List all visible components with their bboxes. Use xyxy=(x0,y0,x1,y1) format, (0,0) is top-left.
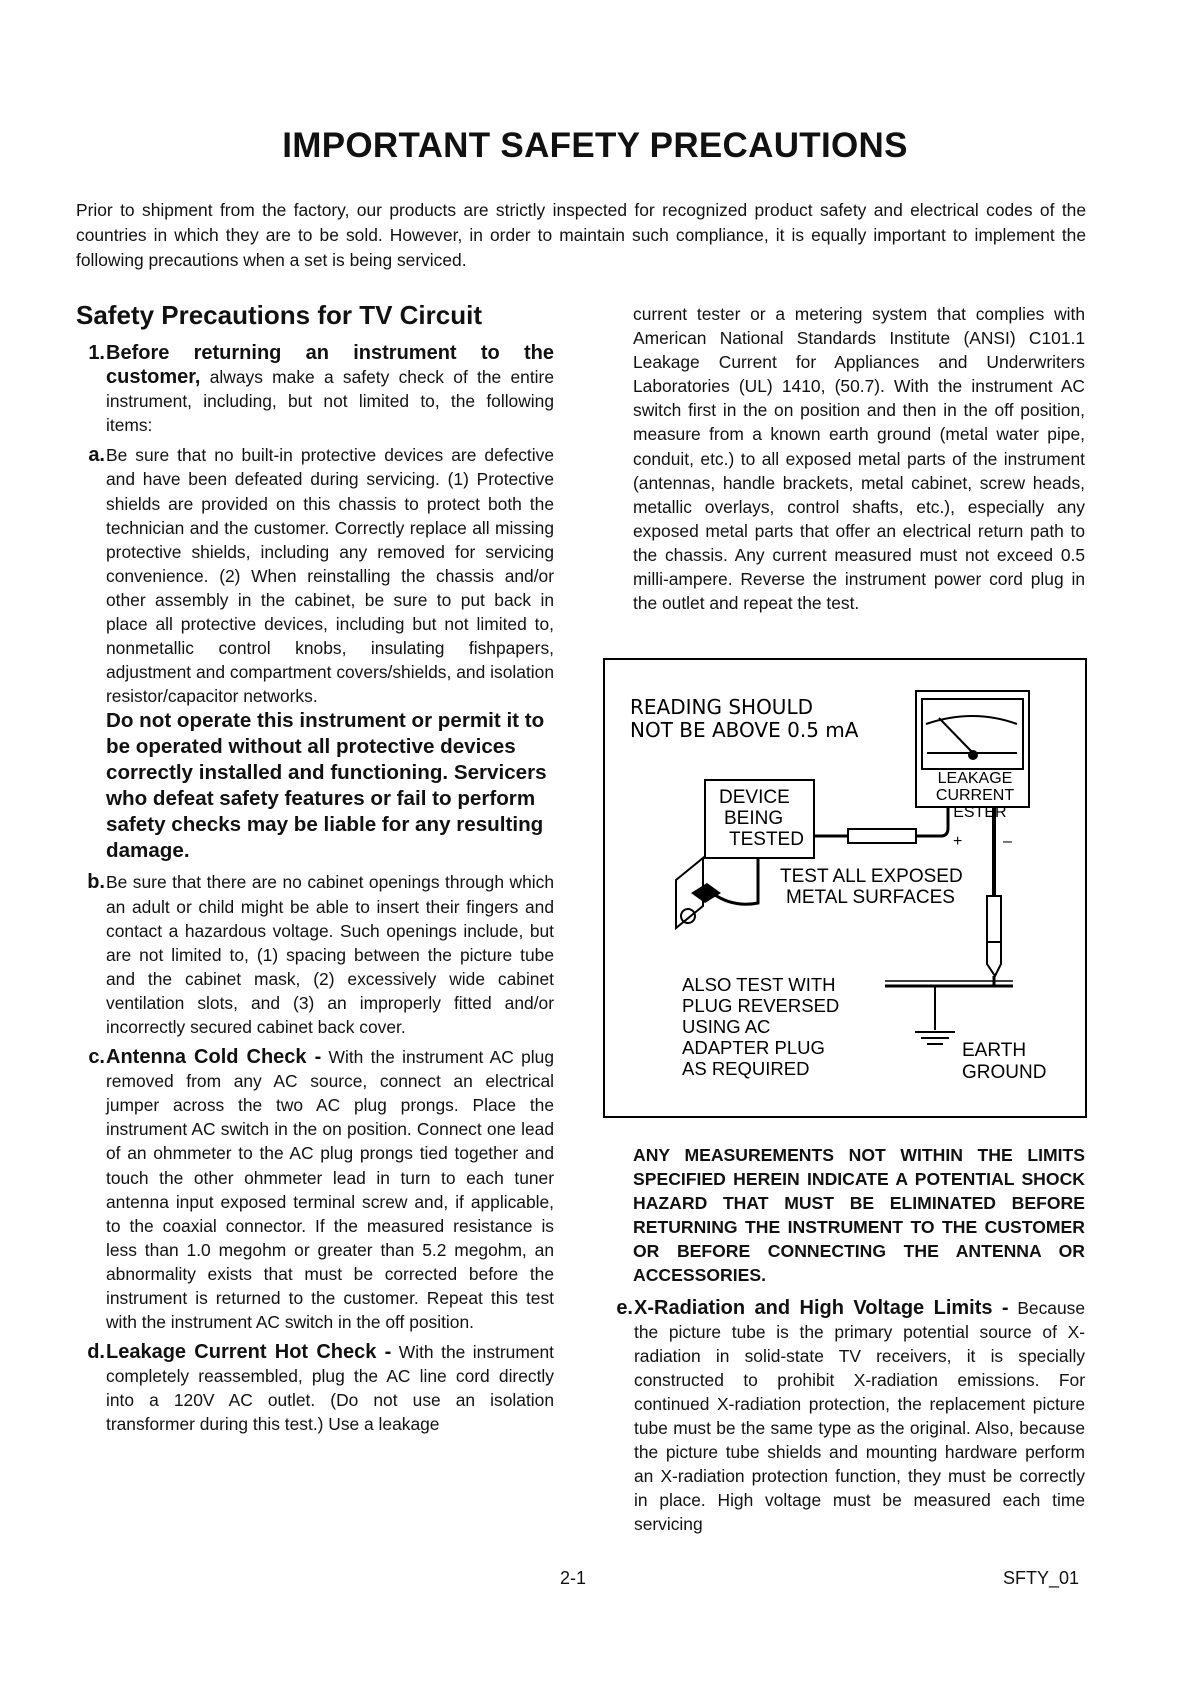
item-a xyxy=(76,443,554,864)
tester-line-3: TESTER xyxy=(943,804,1007,821)
intro-paragraph: Prior to shipment from the factory, our products are strictly inspected for recognized product safety and electrical codes of the countries in which they are to be sold. However, in order to maintain such compliance, it is equally important to implement the following precautions when a set is being serviced. xyxy=(76,200,1086,270)
resistor xyxy=(848,829,916,843)
item-a-label: a. xyxy=(88,444,105,467)
also-line-3: USING AC xyxy=(682,1016,771,1037)
item-a-body xyxy=(106,443,554,864)
test-line-2: METAL SURFACES xyxy=(786,887,955,908)
device-line-2: BEING xyxy=(724,808,784,829)
right-column-top xyxy=(633,302,1085,615)
item-d-label: d. xyxy=(87,1341,105,1364)
item-a-bold-warning: Do not operate this instrument or permit it to be operated without all protective devices correctly installed and functioning. Servicers who defeat safety features or fail to perform safety checks may be liable for any resulting damage. xyxy=(106,709,547,863)
page-number: 2-1 xyxy=(560,1568,587,1588)
earth-line-2: GROUND xyxy=(962,1062,1047,1083)
item-b-body: Be sure that there are no cabinet openings through which an adult or child might be able to insert their fingers and contact a hazardous voltage. Such openings include, but are not limited to, (1) spacing between the picture tube and the cabinet mask, (2) excessively wide cabinet ventilation slots, and (3) an improperly fitted and/or incorrectly secured cabinet back cover. xyxy=(106,872,554,1037)
item-e-body xyxy=(634,1296,1085,1537)
item-c-heading: Antenna Cold Check - xyxy=(106,1046,322,1069)
right-column-bottom xyxy=(616,1143,1085,1543)
device-line-3: TESTED xyxy=(729,829,804,850)
item-d-body xyxy=(106,1340,554,1436)
item-1-body xyxy=(106,341,554,437)
item-b-label: b. xyxy=(87,871,105,894)
item-a-text: Be sure that no built-in protective devices are defective and have been defeated during servicing. (1) Protective shields are provided on this chassis to protect both the technician and the customer. Correctly replace all missing protective shields, including any removed for servicing convenience. (2) When reinstalling the chassis and/or other assembly in the cabinet, be sure to put back in place all protective devices, including but not limited to, nonmetallic control knobs, insulating fishpapers, adjustment and compartment covers/shields, and isolation resistor/capacitor networks. xyxy=(106,445,554,707)
leakage-test-diagram xyxy=(603,658,1087,1118)
item-1-label: 1. xyxy=(88,342,105,364)
reading-line-2: NOT BE ABOVE 0.5 mA xyxy=(630,718,859,742)
also-line-5: AS REQUIRED xyxy=(682,1058,810,1079)
also-line-1: ALSO TEST WITH xyxy=(682,974,836,995)
item-e-heading: X-Radiation and High Voltage Limits - xyxy=(634,1296,1009,1319)
document-code: SFTY_01 xyxy=(1003,1568,1080,1588)
item-d xyxy=(76,1340,554,1436)
item-e-text: Because the picture tube is the primary potential source of X-radiation in solid-state TV receivers, it is specially constructed to prohibit X-radiation emissions. For continued X-radiation protection, the replacement picture tube must be the same type as the original. Also, because the picture tube shields and mounting hardware perform an X-radiation protection function, they must be correctly in place. High voltage must be measured each time servicing xyxy=(634,1297,1085,1535)
minus-sign: – xyxy=(1003,833,1012,850)
item-c-label: c. xyxy=(88,1046,105,1069)
item-d-heading: Leakage Current Hot Check - xyxy=(106,1341,392,1364)
item-1 xyxy=(76,341,554,437)
item-c-body xyxy=(106,1045,554,1334)
item-c-text: With the instrument AC plug removed from any AC source, connect an electrical jumper across the two AC plug prongs. Place the instrument AC switch in the on position. Connect one lead of an ohmmeter to the AC plug prongs tied together and touch the other ohmmeter lead in turn to each tuner antenna input exposed terminal screw and, if applicable, to the coaxial connector. If the measured resistance is less than 1.0 megohm or greater than 5.2 megohm, an abnormality exists that must be corrected before the instrument is returned to the customer. Repeat this test with the instrument AC switch in the off position. xyxy=(106,1047,554,1333)
also-line-4: ADAPTER PLUG xyxy=(682,1037,825,1058)
earth-ground-icon xyxy=(915,986,955,1044)
item-d-text: With the instrument completely reassembled, plug the AC line cord directly into a 120V AC outlet. (Do not use an isolation transformer during this test.) Use a leakage xyxy=(106,1342,554,1435)
test-line-1: TEST ALL EXPOSED xyxy=(780,866,963,887)
device-line-1: DEVICE xyxy=(719,787,790,808)
page-title: IMPORTANT SAFETY PRECAUTIONS xyxy=(282,126,908,165)
item-c xyxy=(76,1045,554,1334)
also-line-2: PLUG REVERSED xyxy=(682,995,840,1016)
plus-sign: + xyxy=(953,833,963,850)
tester-line-2: CURRENT xyxy=(935,787,1015,804)
left-column xyxy=(76,300,554,1443)
item-1-heading: Before returning an instrument to the customer, xyxy=(106,342,554,389)
item-e xyxy=(609,1296,1085,1537)
reading-line-1: READING SHOULD xyxy=(630,695,813,719)
item-b xyxy=(76,870,554,1039)
item-1-text: always make a safety check of the entire instrument, including, but not limited to, the following items: xyxy=(106,367,554,436)
section-heading: Safety Precautions for TV Circuit xyxy=(76,300,482,330)
leakage-continuation: current tester or a metering system that complies with American National Standards Institute (ANSI) C101.1 Leakage Current for Appliances and Underwriters Laboratories (UL) 1410, (50.7). With the instrument AC switch first in the on position and then in the off position, measure from a known earth ground (metal water pipe, conduit, etc.) to all exposed metal parts of the instrument (antennas, handle brackets, metal cabinet, screw heads, metallic overlays, control shafts, etc.), especially any exposed metal parts that offer an electrical return path to the chassis. Any current measured must not exceed 0.5 milli-ampere. Reverse the instrument power cord plug in the outlet and repeat the test. xyxy=(633,304,1085,614)
probe-icon xyxy=(987,896,1001,976)
earth-line-1: EARTH xyxy=(962,1040,1027,1061)
tester-line-1: LEAKAGE xyxy=(937,770,1013,787)
item-e-label: e. xyxy=(616,1296,633,1319)
warning-paragraph: ANY MEASUREMENTS NOT WITHIN THE LIMITS SPECIFIED HEREIN INDICATE A POTENTIAL SHOCK HAZARD THAT MUST BE ELIMINATED BEFORE RETURNING THE INSTRUMENT TO THE CUSTOMER OR BEFORE CONNECTING THE ANTENNA OR ACCESSORIES. xyxy=(633,1145,1085,1286)
